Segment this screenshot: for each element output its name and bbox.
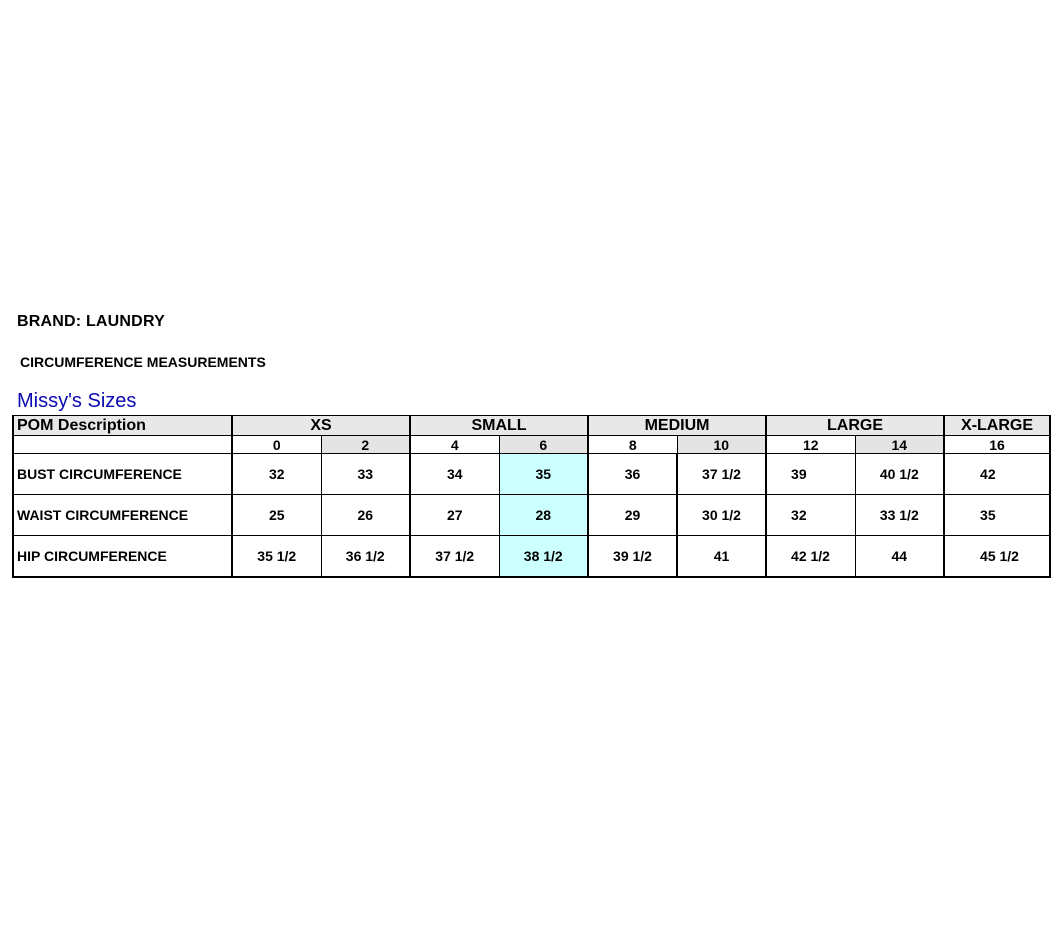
size-number: 12 xyxy=(766,436,855,454)
size-number: 4 xyxy=(410,436,499,454)
group-header-small: SMALL xyxy=(410,416,588,436)
measurement-cell: 39 1/2 xyxy=(588,536,677,578)
measurement-cell: 33 xyxy=(321,454,410,495)
size-number: 6 xyxy=(499,436,588,454)
measurement-cell-highlighted: 35 xyxy=(499,454,588,495)
measurement-cell: 45 1/2 xyxy=(944,536,1050,578)
size-number: 10 xyxy=(677,436,766,454)
table-row xyxy=(13,495,1050,536)
measurement-cell-highlighted: 28 xyxy=(499,495,588,536)
measurement-cell: 27 xyxy=(410,495,499,536)
size-number-blank xyxy=(13,436,232,454)
size-number: 8 xyxy=(588,436,677,454)
row-label-waist: WAIST CIRCUMFERENCE xyxy=(13,495,232,536)
size-number: 0 xyxy=(232,436,321,454)
size-number: 2 xyxy=(321,436,410,454)
measurement-cell: 32 xyxy=(766,495,855,536)
measurement-cell-highlighted: 38 1/2 xyxy=(499,536,588,578)
size-number: 16 xyxy=(944,436,1050,454)
table-row xyxy=(13,454,1050,495)
group-header-large: LARGE xyxy=(766,416,944,436)
measurement-cell: 39 xyxy=(766,454,855,495)
group-header-x-large: X-LARGE xyxy=(944,416,1050,436)
measurement-cell: 41 xyxy=(677,536,766,578)
table-row xyxy=(13,536,1050,578)
measurement-cell: 42 xyxy=(944,454,1050,495)
measurement-cell: 37 1/2 xyxy=(677,454,766,495)
measurement-cell: 32 xyxy=(232,454,321,495)
measurement-cell: 25 xyxy=(232,495,321,536)
measurement-cell: 26 xyxy=(321,495,410,536)
sizes-title: Missy's Sizes xyxy=(17,390,137,412)
measurement-cell: 33 1/2 xyxy=(855,495,944,536)
group-header-medium: MEDIUM xyxy=(588,416,766,436)
row-label-hip: HIP CIRCUMFERENCE xyxy=(13,536,232,578)
measurement-cell: 42 1/2 xyxy=(766,536,855,578)
measurement-cell: 40 1/2 xyxy=(855,454,944,495)
measurement-cell: 37 1/2 xyxy=(410,536,499,578)
size-spec-table xyxy=(12,415,1051,578)
pom-description-header: POM Description xyxy=(13,416,232,436)
section-subtitle: CIRCUMFERENCE MEASUREMENTS xyxy=(20,354,266,370)
measurement-cell: 36 1/2 xyxy=(321,536,410,578)
measurement-cell: 35 xyxy=(944,495,1050,536)
size-number-row xyxy=(13,436,1050,454)
group-header-xs: XS xyxy=(232,416,410,436)
measurement-cell: 29 xyxy=(588,495,677,536)
measurement-cell: 44 xyxy=(855,536,944,578)
measurement-cell: 30 1/2 xyxy=(677,495,766,536)
size-number: 14 xyxy=(855,436,944,454)
measurement-cell: 34 xyxy=(410,454,499,495)
row-label-bust: BUST CIRCUMFERENCE xyxy=(13,454,232,495)
group-header-row xyxy=(13,416,1050,436)
brand-title: BRAND: LAUNDRY xyxy=(17,313,165,330)
measurement-cell: 35 1/2 xyxy=(232,536,321,578)
measurement-cell: 36 xyxy=(588,454,677,495)
